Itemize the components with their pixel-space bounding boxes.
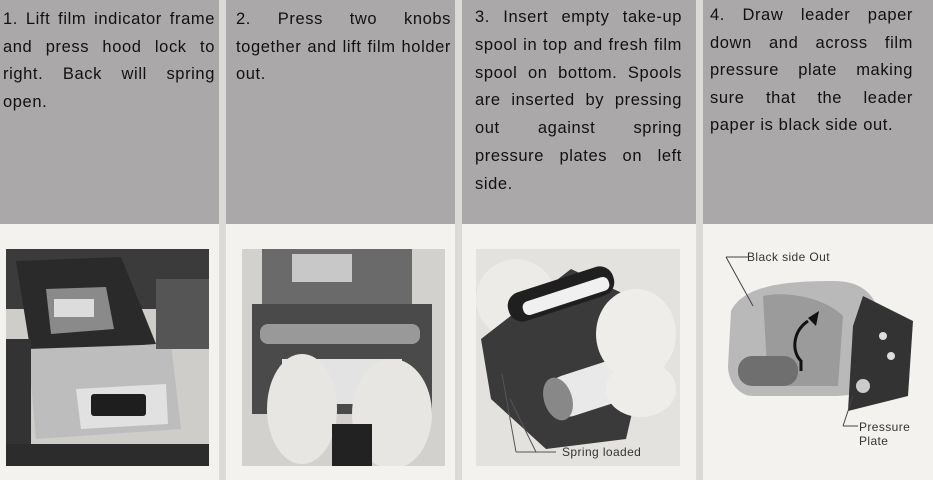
pressure-plate-callout-line1: Pressure [859, 420, 911, 434]
step-4-panel [703, 0, 933, 480]
divider-2 [455, 0, 462, 480]
step-4-text: 4. Draw leader paper down and across film pressure plate making sure that the leader paper is black side out. [710, 6, 913, 134]
pressure-plate-callout-line2: Plate [859, 434, 889, 448]
step-2-panel [226, 0, 455, 480]
step-1-text: 1. Lift film indicator frame and press hood lock to right. Back will spring open. [3, 10, 215, 111]
step-3-panel [462, 0, 696, 480]
step-3-text: 3. Insert empty take-up spool in top and fresh film spool on bottom. Spools are inserted by pressing out against spring pressure plates on left side. [475, 8, 682, 193]
step-2-photo [242, 249, 445, 466]
divider-1 [219, 0, 226, 480]
step-2-text: 2. Press two knobs together and lift film holder out. [236, 10, 451, 83]
step-4-photo [713, 236, 933, 472]
spring-loaded-callout: Spring loaded [562, 445, 642, 459]
step-1-panel [0, 0, 219, 480]
divider-3 [696, 0, 703, 480]
black-side-out-callout: Black side Out [747, 250, 830, 264]
step-1-photo [6, 249, 209, 466]
step-3-photo [476, 249, 680, 466]
